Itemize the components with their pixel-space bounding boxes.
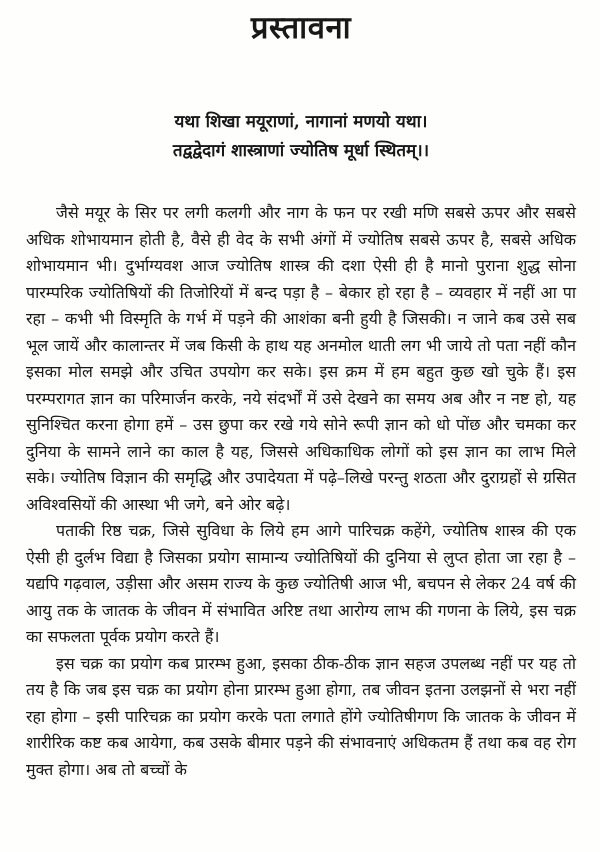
shloka-verse: [26, 108, 576, 166]
paragraph: पताकी रिष्ठ चक्र, जिसे सुविधा के लिये हम आगे पारिचक्र कहेंगे, ज्योतिष शास्त्र की एक ऐसी ही दुर्लभ विद्या है जिसका प्रयोग सामान्य ज्योतिषियों की दुनिया से लुप्त होता जा रहा है – यद्यपि गढ़वाल, उड़ीसा और असम राज्य के कुछ ज्योतिषी आज भी, बचपन से लेकर 24 वर्ष की आयु तक के जातक के जीवन में संभावित अरिष्ट तथा आरोग्य लाभ की गणना के लिये, इस चक्र का सफलता पूर्वक प्रयोग करते हैं।: [26, 521, 576, 646]
shloka-line-1: यथा शिखा मयूराणां, नागानां मणयो यथा।: [174, 112, 428, 132]
paragraph: जैसे मयूर के सिर पर लगी कलगी और नाग के फन पर रखी मणि सबसे ऊपर और सबसे अधिक शोभायमान होती है, वैसे ही वेद के सभी अंगों में ज्योतिष सबसे ऊपर है, सबसे अधिक शोभायमान भी। दुर्भाग्यवश आज ज्योतिष शास्त्र की दशा ऐसी ही है मानो पुराना शुद्ध सोना पारम्परिक ज्योतिषियों की तिजोरियों में बन्द पड़ा है – बेकार हो रहा है – व्यवहार में नहीं आ पा रहा – कभी भी विस्मृति के गर्भ में पड़ने की आशंका बनी हुयी है जिसकी। न जाने कब उसे सब भूल जायें और कालान्तर में जब किसी के हाथ यह अनमोल थाती लग भी जाये तो पता नहीं कौन इसका मोल समझे और उचित उपयोग कर सके। इस क्रम में हम बहुत कुछ खो चुके हैं। इस परम्परागत ज्ञान का परिमार्जन करके, नये संदर्भों में उसे देखने का समय अब और न नष्ट हो, यह सुनिश्चित करना होगा हमें – उस छुपा कर रखे गये सोने रूपी ज्ञान को धो पोंछ और चमका कर दुनिया के सामने लाने का काल है यह, जिससे अधिकाधिक लोगों को इस ज्ञान का लाभ मिले सके। ज्योतिष विज्ञान की समृद्धि और उपादेयता में पढ़े–लिखे परन्तु शठता और दुराग्रहों से ग्रसित अविश्वसियों की आस्था भी जगे, बने ओर बढ़े।: [26, 203, 576, 514]
page-title: प्रस्तावना: [250, 10, 352, 46]
paragraph: इस चक्र का प्रयोग कब प्रारम्भ हुआ, इसका ठीक-ठीक ज्ञान सहज उपलब्ध नहीं पर यह तो तय है कि जब इस चक्र का प्रयोग होना प्रारम्भ हुआ होगा, तब जीवन इतना उलझनों से भरा नहीं रहा होगा – इसी पारिचक्र का प्रयोग करके पता लगाते होंगे ज्योतिषीगण कि जातक के जीवन में शारीरिक कष्ट कब आयेगा, कब उसके बीमार पड़ने की संभावनाएं अधिकतम हैं तथा कब वह रोग मुक्त होगा। अब तो बच्चों के: [26, 653, 576, 779]
shloka-line-2: तद्वद्वेदागं शास्त्राणां ज्योतिष मूर्धा स्थितम्।।: [172, 141, 430, 161]
body-text: [26, 200, 576, 783]
